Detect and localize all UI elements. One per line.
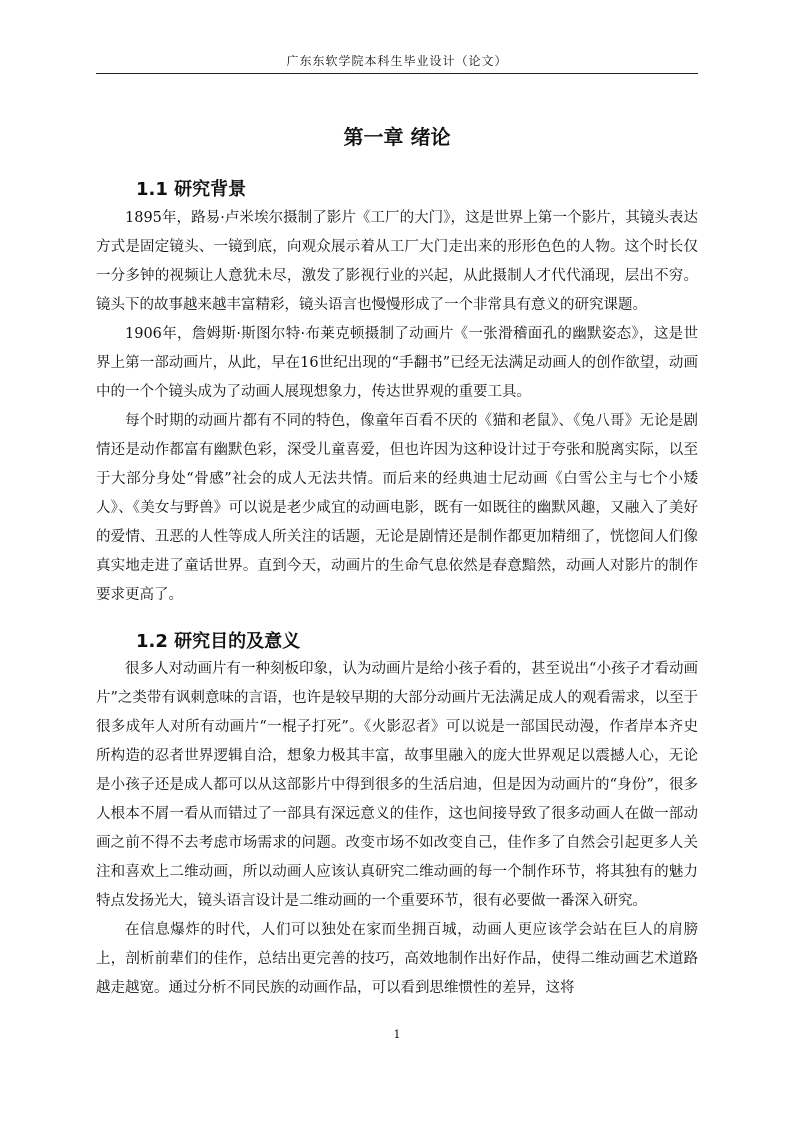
page-number: 1 bbox=[393, 1028, 401, 1041]
section-1-2-body bbox=[96, 655, 698, 1003]
paragraph: 很多人对动画片有一种刻板印象，认为动画片是给小孩子看的，甚至说出“小孩子才看动画片”之类带有讽刺意味的言语，也许是较早期的大部分动画片无法满足成人的观看需求，以至于很多成年人对所有动画片“一棍子打死”。《火影忍者》可以说是一部国民动漫，作者岸本齐史所构造的忍者世界逻辑自洽，想象力极其丰富，故事里融入的庞大世界观足以震撼人心，无论是小孩子还是成人都可以从这部影片中得到很多的生活启迪，但是因为动画片的“身份”，很多人根本不屑一看从而错过了一部具有深远意义的佳作，这也间接导致了很多动画人在做一部动画之前不得不去考虑市场需求的问题。改变市场不如改变自己，佳作多了自然会引起更多人关注和喜欢上二维动画，所以动画人应该认真研究二维动画的每一个制作环节，将其独有的魅力特点发扬光大，镜头语言设计是二维动画的一个重要环节，很有必要做一番深入研究。 bbox=[96, 661, 698, 909]
section-1-1-body bbox=[96, 204, 698, 610]
paragraph: 1895年，路易·卢米埃尔摄制了影片《工厂的大门》，这是世界上第一个影片，其镜头表达方式是固定镜头、一镜到底，向观众展示着从工厂大门走出来的形形色色的人物。这个时长仅一分多钟的视频让人意犹未尽，激发了影视行业的兴起，从此摄制人才代代涌现，层出不穷。镜头下的故事越来越丰富精彩，镜头语言也慢慢形成了一个非常具有意义的研究课题。 bbox=[96, 210, 698, 313]
running-header: 广东东软学院本科生毕业设计（论文） bbox=[286, 54, 508, 68]
section-title-1-2: 1.2 研究目的及意义 bbox=[136, 631, 301, 652]
section-title-1-1: 1.1 研究背景 bbox=[136, 179, 247, 200]
paragraph: 在信息爆炸的时代，人们可以独处在家而坐拥百城，动画人更应该学会站在巨人的肩膀上，剖析前辈们的佳作，总结出更完善的技巧，高效地制作出好作品，使得二维动画艺术道路越走越宽。通过分析不同民族的动画作品，可以看到思维惯性的差异，这将 bbox=[96, 922, 698, 996]
chapter-title: 第一章 绪论 bbox=[343, 125, 451, 149]
paragraph: 1906年，詹姆斯·斯图尔特·布莱克顿摄制了动画片《一张滑稽面孔的幽默姿态》，这是世界上第一部动画片，从此，早在16世纪出现的“手翻书”已经无法满足动画人的创作欲望，动画中的一个个镜头成为了动画人展现想象力，传达世界观的重要工具。 bbox=[96, 326, 698, 400]
paragraph: 每个时期的动画片都有不同的特色，像童年百看不厌的《猫和老鼠》、《兔八哥》无论是剧情还是动作都富有幽默色彩，深受儿童喜爱，但也许因为这种设计过于夸张和脱离实际，以至于大部分身处“骨感”社会的成人无法共情。而后来的经典迪士尼动画《白雪公主与七个小矮人》、《美女与野兽》可以说是老少咸宜的动画电影，既有一如既往的幽默风趣，又融入了美好的爱情、丑恶的人性等成人所关注的话题，无论是剧情还是制作都更加精细了，恍惚间人们像真实地走进了童话世界。直到今天，动画片的生命气息依然是春意黯然，动画人对影片的制作要求更高了。 bbox=[96, 413, 698, 603]
header-rule bbox=[96, 73, 698, 74]
